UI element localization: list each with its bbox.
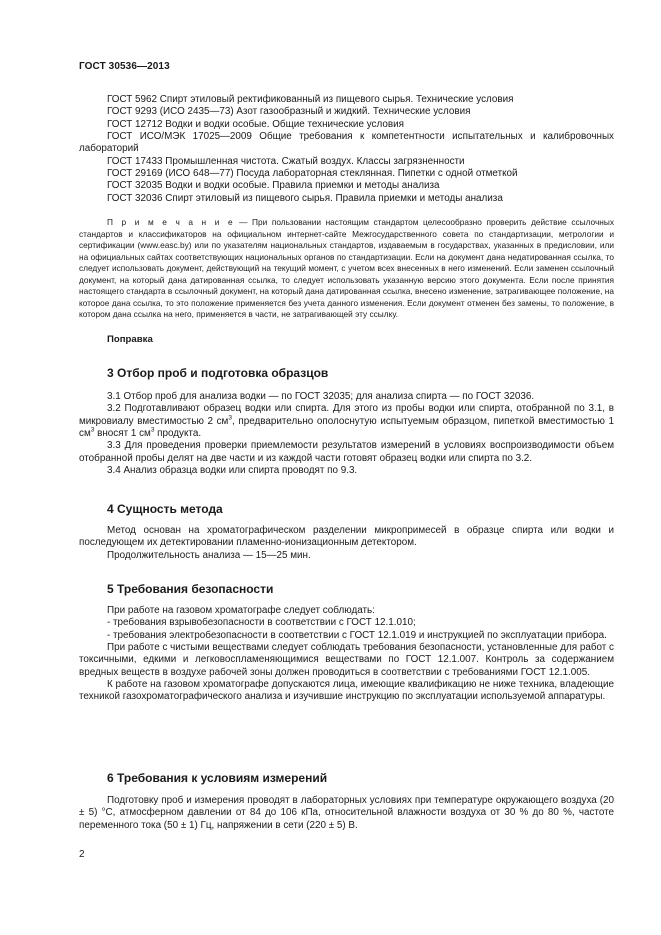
reference-item: ГОСТ 17433 Промышленная чистота. Сжатый воздух. Классы загрязненности (107, 155, 465, 167)
paragraph-5-4: При работе с чистыми веществами следует соблюдать требования безопасности, установленные для работ с токсичными, едкими и легковоспламеняющимися веществами по ГОСТ 12.1.007. Контроль за содержанием вредных веществ в воздухе рабочей зоны должен проводиться в соответствии с требованиями ГОСТ 12.1.005. (79, 642, 614, 678)
section-4-body (79, 525, 614, 562)
paragraph-4-1: Метод основан на хроматографическом разделении микропримесей в образце спирта или водки и последующем их детектировании пламенно-ионизационным детектором. (79, 525, 614, 549)
superscript: 3 (90, 426, 95, 434)
note-label: П р и м е ч а н и е (107, 217, 235, 227)
paragraph-5-2: - требования взрывобезопасности в соответствии с ГОСТ 12.1.010; (107, 617, 416, 629)
text-run: вносят 1 см (94, 428, 151, 440)
page-number: 2 (79, 849, 85, 860)
paragraph-3-1: 3.1 Отбор проб для анализа водки — по ГОСТ 32035; для анализа спирта — по ГОСТ 32036. (107, 391, 535, 402)
text-run: продукта. (154, 428, 202, 440)
note-text: — При пользовании настоящим стандартом целесообразно проверить действие ссылочных стандартов и классификаторов на официальном интернет-сайте Межгосударственного совета по стандартизации, метрологии и сертификации (www.easc.by) или по указателям национальных стандартов, издаваемым в государствах, указанных в предисловии, или на официальных сайтах соответствующих национальных органов по стандартизации. Если на документ дана недатированная ссылка, то следует использовать документ, действующий на текущий момент, с учетом всех внесенных в него изменений. Если заменен ссылочный документ, на который дана датированная ссылка, то следует использовать указанную версию этого документа. Если после принятия настоящего стандарта в ссылочный документ, на который дана датированная ссылка, внесено изменение, затрагивающее положение, на которое дана ссылка, то это положение применяется без учета данного изменения. Если документ отменен без замены, то положение, в котором дана ссылка на него, применяется в части, не затрагивающей эту ссылку. (79, 217, 614, 320)
section-5-body (79, 605, 614, 704)
paragraph-5-5: К работе на газовом хроматографе допускаются лица, имеющие квалификацию не ниже техника, владеющие техникой газохроматографического анализа и изучившие инструкцию по эксплуатации используемой аппаратуры. (79, 679, 614, 703)
superscript: 3 (228, 414, 232, 422)
correction-label: Поправка (107, 334, 153, 345)
section-5-title: 5 Требования безопасности (107, 582, 274, 596)
note-paragraph (79, 217, 614, 321)
section-6-body (79, 795, 614, 832)
superscript: 3 (150, 426, 155, 434)
section-4-title: 4 Сущность метода (107, 502, 223, 516)
note-block (79, 217, 614, 321)
reference-item: ГОСТ 32036 Спирт этиловый из пищевого сырья. Правила приемки и методы анализа (107, 192, 503, 204)
paragraph-6-1: Подготовку проб и измерения проводят в лабораторных условиях при температуре окружающего воздуха (20 ± 5) °С, атмосферном давлении от 84 до 106 кПа, относительной влажности воздуха от 30 % до 80 %, частоте переменного тока (50 ± 1) Гц, напряжении в сети (220 ± 5) В. (79, 795, 614, 831)
section-3-title: 3 Отбор проб и подготовка образцов (107, 366, 329, 380)
text-run: 3.2 Подготавливают образец водки или спирта. Для этого из пробы водки или спирта, отобранной по 3.1, в микровиалу вместимостью 2 см (79, 403, 614, 427)
document-header: ГОСТ 30536—2013 (79, 61, 170, 72)
section-6-title: 6 Требования к условиям измерений (107, 771, 328, 785)
paragraph-5-3: - требования электробезопасности в соответствии с ГОСТ 12.1.019 и инструкцией по эксплуатации прибора. (107, 629, 607, 641)
text-run: , предварительно ополоснутую испытуемым образцом, пипеткой вместимостью 1 см (79, 415, 614, 440)
reference-item: ГОСТ ИСО/МЭК 17025—2009 Общие требования к компетентности испытательных и калибровочных лабораторий (79, 131, 614, 155)
paragraph-3-3: 3.3 Для проведения проверки приемлемости результатов измерений в условиях воспроизводимости объем отобранной пробы делят на две части и из каждой части готовят образец водки или спирта по 3.2. (79, 440, 614, 464)
paragraph-3-2 (79, 403, 614, 440)
reference-item: ГОСТ 9293 (ИСО 2435—73) Азот газообразный и жидкий. Технические условия (107, 106, 471, 118)
section-3-body (79, 391, 614, 477)
paragraph-3-4: 3.4 Анализ образца водки или спирта проводят по 9.3. (107, 465, 358, 477)
reference-item: ГОСТ 5962 Спирт этиловый ректификованный из пищевого сырья. Технические условия (107, 94, 514, 105)
paragraph-4-2: Продолжительность анализа — 15—25 мин. (107, 549, 311, 561)
paragraph-5-1: При работе на газовом хроматографе следует соблюдать: (107, 605, 375, 616)
reference-item: ГОСТ 12712 Водки и водки особые. Общие технические условия (107, 118, 404, 130)
reference-item: ГОСТ 32035 Водки и водки особые. Правила приемки и методы анализа (107, 180, 440, 192)
reference-item: ГОСТ 29169 (ИСО 648—77) Посуда лабораторная стеклянная. Пипетки с одной отметкой (107, 168, 518, 180)
normative-references-list (79, 94, 614, 205)
